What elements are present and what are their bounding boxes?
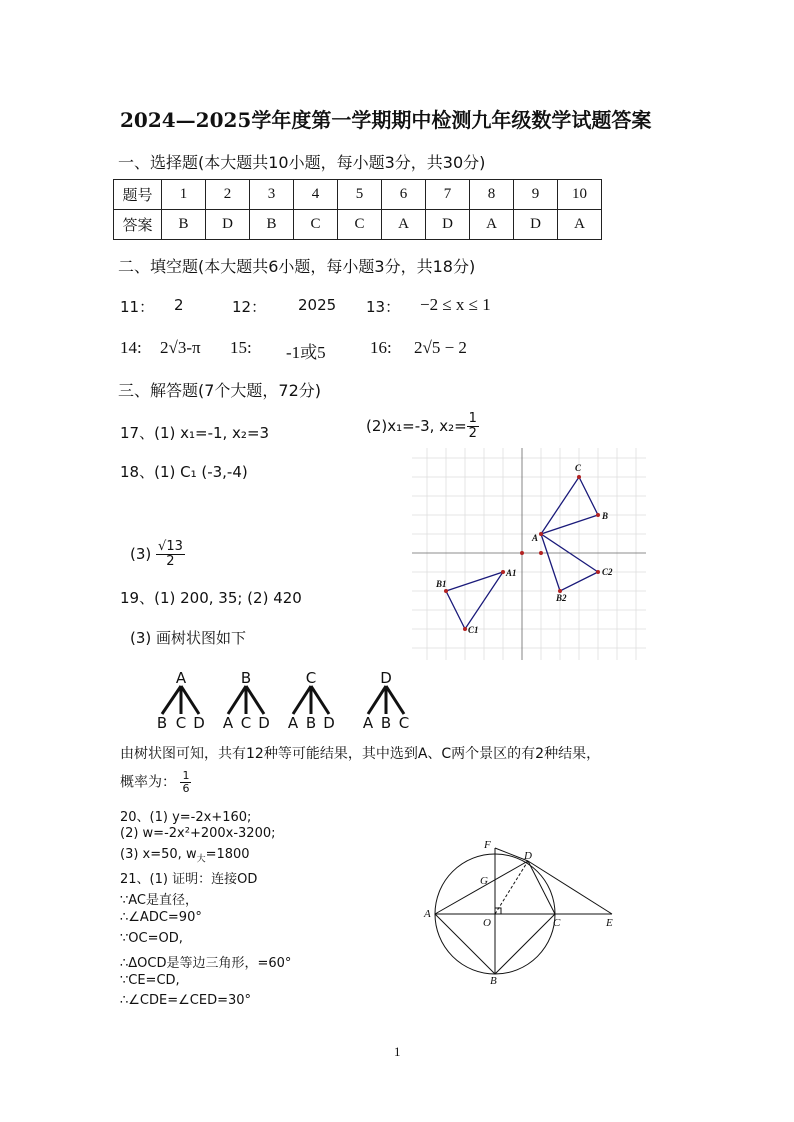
fraction-numerator: 1 [182, 769, 190, 782]
q17-part1 [120, 422, 269, 443]
q15-answer: -1或5 [286, 343, 326, 362]
section-choice-heading: 一、选择题(本大题共10小题，每小题3分，共30分) [118, 153, 486, 172]
q21-line5: ∴ΔOCD是等边三角形，=60° [120, 956, 292, 971]
table-cell: 8 [470, 180, 514, 210]
table-cell: 6 [382, 180, 426, 210]
q21-line6: ∵CE=CD, [120, 973, 180, 988]
tree-diagram [150, 668, 430, 732]
q18-part3-label: (3) [130, 545, 152, 563]
tree-leaf: C [240, 714, 252, 732]
section-solve-heading: 三、解答题(7个大题，72分) [118, 381, 322, 400]
q20-line3 [120, 847, 250, 865]
table-cell: A [382, 210, 426, 240]
q20-line2: (2) w=-2x²+200x-3200; [120, 826, 276, 841]
tree-leaf: D [258, 714, 270, 732]
q16-label: 16: [370, 338, 392, 357]
q21-line2: ∵AC是直径， [120, 893, 199, 908]
tree-leaf: C [398, 714, 410, 732]
label-d: D [524, 850, 532, 862]
label-a: A [424, 908, 431, 920]
tree-root: C [305, 669, 317, 687]
q15-label: 15: [230, 338, 252, 357]
tree-leaf: A [362, 714, 374, 732]
label-b2: B2 [556, 593, 567, 603]
label-c: C [575, 463, 582, 473]
tree-leaf: D [193, 714, 205, 732]
row-label: 题号 [114, 180, 162, 210]
label-o: O [483, 917, 491, 929]
tree-leaf: B [305, 714, 317, 732]
table-cell: 7 [426, 180, 470, 210]
q17-label: 17、(1) [120, 424, 181, 442]
table-cell: A [470, 210, 514, 240]
q17-part1-answer: x₁=-1, x₂=3 [180, 424, 270, 442]
label-e: E [606, 917, 613, 929]
label-f: F [484, 839, 491, 851]
probability-label: 概率为： [120, 774, 176, 791]
page-number: 1 [394, 1044, 401, 1059]
q14-label: 14: [120, 338, 142, 357]
tree-leaf: A [287, 714, 299, 732]
q20-line3-end: =1800 [205, 847, 250, 862]
table-cell: D [206, 210, 250, 240]
fraction-numerator: √13 [158, 539, 183, 554]
label-a: A [532, 533, 539, 543]
table-cell: B [162, 210, 206, 240]
tree-leaf: C [175, 714, 187, 732]
table-cell: 2 [206, 180, 250, 210]
table-cell: C [294, 210, 338, 240]
circle-geometry-figure [420, 836, 630, 986]
table-cell: D [426, 210, 470, 240]
fraction-numerator: 1 [468, 411, 477, 426]
q17-part2 [366, 412, 479, 441]
triangle-ab2c2 [541, 534, 598, 591]
fraction-denominator: 6 [182, 782, 190, 795]
coordinate-grid-figure [412, 448, 646, 660]
q21-line1: 21、(1) 证明：连接OD [120, 872, 258, 887]
label-b1: B1 [436, 579, 447, 589]
q17-part2-label: (2) [366, 417, 388, 435]
table-cell: 1 [162, 180, 206, 210]
label-a1: A1 [506, 568, 517, 578]
answer-table [113, 179, 602, 240]
label-c1: C1 [468, 625, 479, 635]
table-cell: D [514, 210, 558, 240]
fraction-denominator: 2 [166, 554, 175, 569]
q21-line7: ∴∠CDE=∠CED=30° [120, 993, 252, 1008]
table-cell: 5 [338, 180, 382, 210]
tree-leaf: D [323, 714, 335, 732]
q12-label: 12： [232, 298, 267, 316]
q21-line3: ∴∠ADC=90° [120, 910, 202, 925]
row-label: 答案 [114, 210, 162, 240]
q11-answer: 2 [174, 296, 184, 314]
q19-probability [120, 770, 191, 795]
tree-root: A [175, 669, 187, 687]
triangle-a1b1c1 [446, 572, 503, 629]
q20-line3-subscript: 大 [196, 854, 206, 865]
tree-leaf: B [156, 714, 168, 732]
q19-conclusion: 由树状图可知，共有12种等可能结果，其中选到A、C两个景区的有2种结果， [120, 746, 601, 762]
table-cell: 10 [558, 180, 602, 210]
q18-part3 [130, 540, 185, 569]
table-cell: C [338, 210, 382, 240]
label-b: B [490, 975, 497, 986]
tree-root: B [240, 669, 252, 687]
tree-leaf: B [380, 714, 392, 732]
table-cell: 3 [250, 180, 294, 210]
table-row-answers [114, 210, 602, 240]
q19-line2: (3) 画树状图如下 [130, 629, 247, 647]
q16-answer: 2√5 − 2 [414, 338, 467, 357]
tree-leaf: A [222, 714, 234, 732]
table-cell: 4 [294, 180, 338, 210]
table-cell: A [558, 210, 602, 240]
q21-line4: ∵OC=OD, [120, 931, 183, 946]
q14-answer: 2√3-π [160, 338, 201, 357]
table-cell: 9 [514, 180, 558, 210]
page-title: 2024—2025学年度第一学期期中检测九年级数学试题答案 [120, 108, 652, 132]
label-c: C [553, 917, 561, 929]
tree-root: D [380, 669, 392, 687]
q19-line1: 19、(1) 200, 35; (2) 420 [120, 589, 302, 607]
fraction-denominator: 2 [468, 426, 477, 441]
label-c2: C2 [602, 567, 613, 577]
label-g: G [480, 875, 488, 887]
q20-line1: 20、(1) y=-2x+160; [120, 810, 252, 825]
table-cell: B [250, 210, 294, 240]
section-fill-heading: 二、填空题(本大题共6小题，每小题3分，共18分) [118, 257, 476, 276]
q18-part1: 18、(1) C₁ (-3,-4) [120, 463, 248, 481]
q20-line3-text: (3) x=50, w [120, 847, 197, 862]
q12-answer: 2025 [298, 296, 337, 314]
q13-label: 13： [366, 298, 401, 316]
q11-label: 11： [120, 298, 155, 316]
q17-part2-answer: x₁=-3, x₂= [387, 417, 467, 435]
q13-answer: −2 ≤ x ≤ 1 [420, 295, 491, 314]
label-b: B [602, 511, 609, 521]
table-row-numbers [114, 180, 602, 210]
triangle-abc [541, 477, 598, 534]
